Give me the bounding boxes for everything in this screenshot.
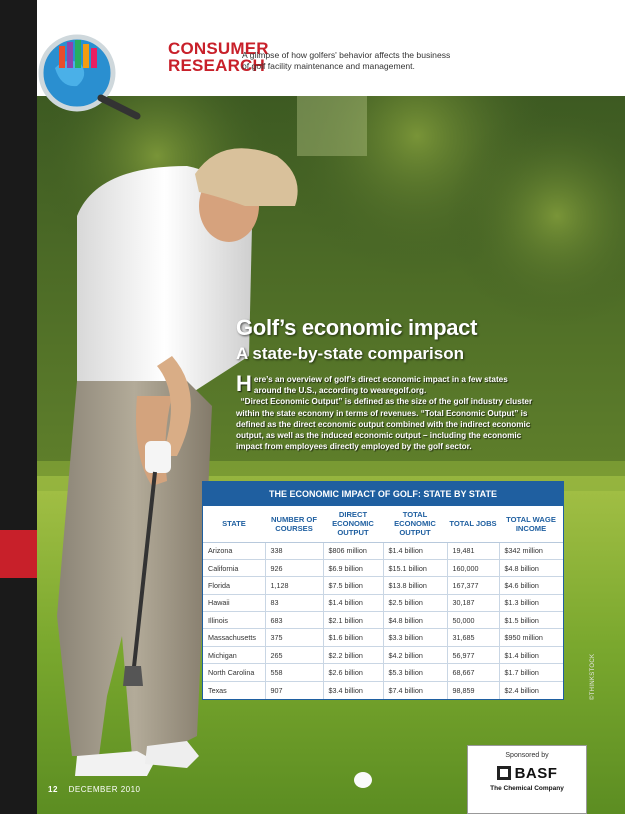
- table-cell: Texas: [203, 681, 265, 698]
- table-cell: $3.4 billion: [323, 681, 383, 698]
- table-cell: 265: [265, 646, 323, 663]
- golfer-photo: [37, 96, 625, 814]
- table-cell: $950 million: [499, 629, 563, 646]
- table-cell: $1.4 billion: [383, 542, 447, 559]
- table-cell: $7.5 billion: [323, 577, 383, 594]
- table-cell: Florida: [203, 577, 265, 594]
- table-header-row: [203, 506, 563, 542]
- column-header: TOTAL JOBS: [447, 506, 499, 542]
- table-cell: $1.7 billion: [499, 664, 563, 681]
- photo-credit: ©THINKSTOCK: [590, 653, 596, 700]
- intro-dropcap: H: [236, 371, 252, 396]
- section-title: CONSUMER RESEARCH: [168, 39, 269, 75]
- table-cell: 338: [265, 542, 323, 559]
- intro-definition: “Direct Economic Output” is defined as the size of the golf industry cluster within the state economy in terms of revenues. “Total Economic Output” is defined as the direct economic output combined with the indirect economic output, as well as the induced economic output – including the economic impact from employees directly employed by the golf sector.: [236, 397, 533, 452]
- table-cell: 56,977: [447, 646, 499, 663]
- table-cell: $2.4 billion: [504, 685, 539, 695]
- table-cell: 558: [265, 664, 323, 681]
- table-row: [203, 681, 563, 698]
- table-cell: 907: [265, 681, 323, 698]
- table-row: [203, 594, 563, 611]
- spine-red-tab: [0, 530, 37, 578]
- table-cell: $1.3 billion: [499, 594, 563, 611]
- table-cell: $4.8 billion: [499, 559, 563, 576]
- table-cell: California: [203, 559, 265, 576]
- sponsor-box: [467, 745, 587, 814]
- table-cell: 167,377: [447, 577, 499, 594]
- table-row: [203, 664, 563, 681]
- basf-tagline: The Chemical Company: [490, 785, 564, 792]
- table-cell: 683: [265, 612, 323, 629]
- consumer-research-globe-icon: [37, 18, 141, 122]
- column-header: DIRECT ECONOMIC OUTPUT: [323, 506, 383, 542]
- column-header: TOTAL ECONOMIC OUTPUT: [383, 506, 447, 542]
- page-spine: [0, 0, 37, 814]
- basf-wordmark: BASF: [514, 764, 558, 782]
- section-subtitle: A glimpse of how golfers' behavior affects the business of golf facility maintenance and management.: [242, 50, 451, 71]
- basf-square-icon: [497, 766, 511, 780]
- table-cell: $2.5 billion: [383, 594, 447, 611]
- page-footer: [48, 785, 141, 794]
- table-cell: Michigan: [203, 646, 265, 663]
- table-row: [203, 629, 563, 646]
- table-cell: 375: [265, 629, 323, 646]
- table-cell: Arizona: [203, 542, 265, 559]
- table-cell: Massachusetts: [203, 629, 265, 646]
- table-cell: $1.4 billion: [499, 646, 563, 663]
- table-cell: 68,667: [447, 664, 499, 681]
- table-row: [203, 646, 563, 663]
- table-title: THE ECONOMIC IMPACT OF GOLF: STATE BY STATE: [203, 482, 563, 506]
- table-row: [203, 559, 563, 576]
- table-cell: 98,859: [447, 681, 499, 698]
- table-cell: 31,685: [447, 629, 499, 646]
- table-cell: 926: [265, 559, 323, 576]
- sponsor-label: Sponsored by: [505, 752, 549, 759]
- table-row: [203, 577, 563, 594]
- table-cell: $342 million: [499, 542, 563, 559]
- table-cell: $2.6 billion: [323, 664, 383, 681]
- table-cell: $6.9 billion: [323, 559, 383, 576]
- table-cell: North Carolina: [203, 664, 265, 681]
- table-cell: $2.1 billion: [323, 612, 383, 629]
- table-cell: 50,000: [447, 612, 499, 629]
- table-cell: $15.1 billion: [383, 559, 447, 576]
- table-cell: 1,128: [265, 577, 323, 594]
- basf-logo: [487, 764, 567, 782]
- table-cell: 83: [265, 594, 323, 611]
- table-cell: 19,481: [447, 542, 499, 559]
- table-cell: 30,187: [447, 594, 499, 611]
- column-header: STATE: [203, 506, 265, 542]
- article-intro: [236, 371, 536, 452]
- table-cell: $4.6 billion: [499, 577, 563, 594]
- table-cell: $13.8 billion: [383, 577, 447, 594]
- table-cell: $7.4 billion: [383, 681, 447, 698]
- table-cell: $806 million: [323, 542, 383, 559]
- table-cell: Illinois: [203, 612, 265, 629]
- data-table: [203, 506, 563, 699]
- column-header: TOTAL WAGE INCOME: [499, 506, 563, 542]
- article-subhead: A state-by-state comparison: [236, 344, 464, 363]
- page-number: 12: [48, 785, 58, 794]
- table-cell: $3.3 billion: [383, 629, 447, 646]
- article-headline: Golf’s economic impact: [236, 315, 478, 340]
- table-cell: $1.6 billion: [323, 629, 383, 646]
- column-header: NUMBER OF COURSES: [265, 506, 323, 542]
- table-cell: $1.5 billion: [499, 612, 563, 629]
- table-cell: $4.8 billion: [383, 612, 447, 629]
- table-row: [203, 612, 563, 629]
- table-cell: $4.2 billion: [383, 646, 447, 663]
- issue-date: DECEMBER 2010: [68, 785, 141, 794]
- table-cell: $2.2 billion: [323, 646, 383, 663]
- table-cell: Hawaii: [203, 594, 265, 611]
- table-cell: $1.4 billion: [323, 594, 383, 611]
- table-cell: 160,000: [447, 559, 499, 576]
- economic-impact-table: [202, 481, 564, 700]
- table-row: [203, 542, 563, 559]
- table-cell: $5.3 billion: [383, 664, 447, 681]
- intro-text: ere’s an overview of golf’s direct economic impact in a few states around the U.S., according to wearegolf.org.: [253, 375, 508, 396]
